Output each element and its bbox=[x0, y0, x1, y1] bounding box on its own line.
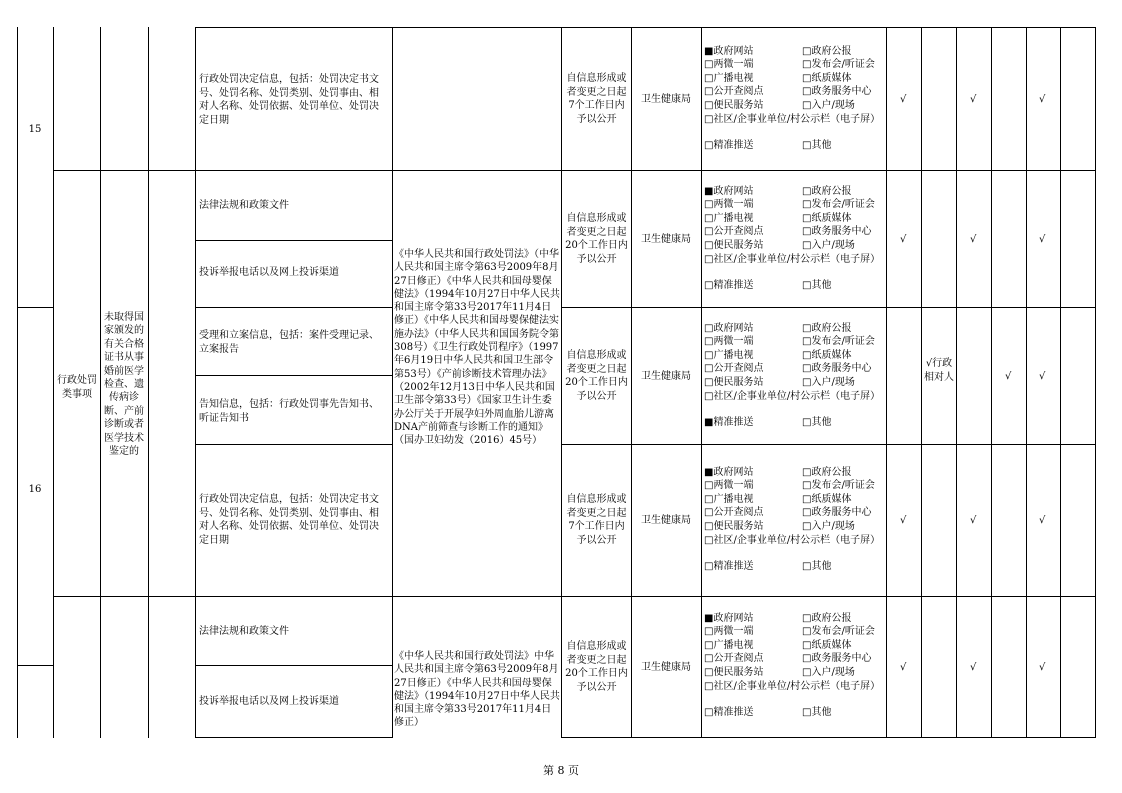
channel-option: □其他 bbox=[802, 139, 832, 151]
row-16a-mark-1: √ bbox=[900, 234, 907, 245]
channel-option: ■政府网站 bbox=[704, 46, 754, 57]
channel-option: □纸质媒体 bbox=[802, 212, 852, 224]
row-16b-mark-1: √ bbox=[1005, 371, 1012, 382]
channel-option: □入户/现场 bbox=[802, 666, 855, 678]
channel-option: □发布会/听证会 bbox=[802, 199, 875, 211]
row-16a-time-limit: 自信息形成或者变更之日起20个工作日内予以公开 bbox=[565, 213, 628, 265]
channel-option: □精准推送 bbox=[704, 279, 754, 291]
row-16-notice: 告知信息，包括：行政处罚事先告知书、听证告知书 bbox=[199, 399, 379, 424]
row-15-number: 15 bbox=[28, 124, 42, 135]
channel-option: □两微一端 bbox=[704, 626, 754, 638]
row-16b-subject: 卫生健康局 bbox=[641, 371, 691, 382]
channel-option: □社区/企事业单位/村公示栏（电子屏） bbox=[704, 391, 881, 402]
channel-option: □其他 bbox=[802, 416, 832, 428]
row-15-subject: 卫生健康局 bbox=[641, 94, 691, 105]
row-17-basis: 《中华人民共和国行政处罚法》中华人民共和国主席令第63号2009年8月27日修正）《中华人民共和国母婴保健法》（1994年10月27日中华人民共和国主席令第33号2017年11月4日修正） bbox=[394, 651, 560, 729]
row-16b-scope-note: √行政相对人 bbox=[924, 358, 954, 383]
channel-option: □精准推送 bbox=[704, 139, 754, 151]
channel-option: □发布会/听证会 bbox=[802, 626, 875, 638]
channel-option: ■政府网站 bbox=[704, 186, 754, 197]
row-16-complaint: 投诉举报电话以及网上投诉渠道 bbox=[199, 267, 339, 278]
channel-option: □广播电视 bbox=[704, 639, 754, 651]
row-16a-mark-2: √ bbox=[970, 234, 977, 245]
channel-option: □纸质媒体 bbox=[802, 72, 852, 84]
channel-option: □公开查阅点 bbox=[704, 653, 764, 665]
row-16-basis: 《中华人民共和国行政处罚法》（中华人民共和国主席令第63号2009年8月27日修正）《中华人民共和国母婴保健法》（1994年10月27日中华人民共和国主席令第33号2017年11月4日修正）《中华人民共和国母婴保健法实施办法》（中华人民共和国国务院令第308号）《卫生行政处罚程序》（1997年6月19日中华人民共和国卫生部令第53号）《产前诊断技术管理办法》（2002年12月13日中华人民共和国卫生部令第33号）《国家卫生计生委办公厅关于开展孕妇外周血胎儿游离DNA产前筛查与诊断工作的通知》（国办卫妇幼发（2016）45号） bbox=[394, 249, 560, 447]
channel-option: □入户/现场 bbox=[802, 99, 855, 111]
channel-option: □社区/企事业单位/村公示栏（电子屏） bbox=[704, 535, 881, 546]
channel-option: □广播电视 bbox=[704, 493, 754, 505]
channel-option: □政府公报 bbox=[802, 186, 852, 197]
row-16c-mark-3: √ bbox=[1039, 515, 1046, 526]
channel-option: □公开查阅点 bbox=[704, 226, 764, 238]
channel-option: □纸质媒体 bbox=[802, 639, 852, 651]
page-number: 第 8 页 bbox=[543, 764, 579, 777]
channel-option: □便民服务站 bbox=[704, 239, 764, 251]
channel-option: □纸质媒体 bbox=[802, 349, 852, 361]
channel-option: □纸质媒体 bbox=[802, 493, 852, 505]
row-16-item: 未取得国家颁发的有关合格证书从事婚前医学检查、遗传病诊断、产前诊断或者医学技术鉴定的 bbox=[104, 312, 144, 458]
row-16-acceptance: 受理和立案信息，包括：案件受理记录、立案报告 bbox=[199, 330, 379, 355]
row-17-mark-1: √ bbox=[900, 662, 907, 673]
channel-option: □广播电视 bbox=[704, 72, 754, 84]
channel-option: □便民服务站 bbox=[704, 520, 764, 532]
row-15-mark-1: √ bbox=[900, 94, 907, 105]
row-16-law-docs: 法律法规和政策文件 bbox=[199, 200, 289, 211]
row-15-time-limit: 自信息形成或者变更之日起7个工作日内予以公开 bbox=[566, 73, 627, 125]
channel-option: □广播电视 bbox=[704, 349, 754, 361]
channel-option: □政府公报 bbox=[802, 613, 852, 624]
row-15-mark-2: √ bbox=[970, 94, 977, 105]
row-17-law-docs: 法律法规和政策文件 bbox=[199, 626, 289, 637]
channel-option: □政府公报 bbox=[802, 467, 852, 478]
channel-option: □公开查阅点 bbox=[704, 86, 764, 98]
channel-option: □社区/企事业单位/村公示栏（电子屏） bbox=[704, 254, 881, 265]
row-16-category: 行政处罚类事项 bbox=[57, 375, 97, 400]
row-17-mark-3: √ bbox=[1039, 662, 1046, 673]
channel-option: ■政府网站 bbox=[704, 613, 754, 624]
channel-option: □其他 bbox=[802, 706, 832, 718]
channel-option: □发布会/听证会 bbox=[802, 480, 875, 492]
channel-option: □政府网站 bbox=[704, 323, 754, 334]
row-16-decision: 行政处罚决定信息，包括：处罚决定书文号、处罚名称、处罚类别、处罚事由、相对人名称、处罚依据、处罚单位、处罚决定日期 bbox=[199, 494, 379, 546]
channel-option: □发布会/听证会 bbox=[802, 59, 875, 71]
channel-option: □政务服务中心 bbox=[802, 86, 872, 98]
channel-option: □政务服务中心 bbox=[802, 226, 872, 238]
channel-option: □发布会/听证会 bbox=[802, 336, 875, 348]
channel-option: □政府公报 bbox=[802, 46, 852, 57]
row-17-mark-2: √ bbox=[970, 662, 977, 673]
row-16c-subject: 卫生健康局 bbox=[641, 515, 691, 526]
row-15-content: 行政处罚决定信息，包括：处罚决定书文号、处罚名称、处罚类别、处罚事由、相对人名称、处罚依据、处罚单位、处罚决定日期 bbox=[199, 74, 379, 126]
row-16b-mark-2: √ bbox=[1039, 371, 1046, 382]
channel-option: □两微一端 bbox=[704, 59, 754, 71]
channel-option: □便民服务站 bbox=[704, 376, 764, 388]
row-16c-time-limit: 自信息形成或者变更之日起7个工作日内予以公开 bbox=[566, 494, 627, 546]
row-16a-subject: 卫生健康局 bbox=[641, 234, 691, 245]
row-17-time-limit: 自信息形成或者变更之日起20个工作日内予以公开 bbox=[565, 641, 628, 693]
channel-option: □便民服务站 bbox=[704, 666, 764, 678]
row-16c-mark-2: √ bbox=[970, 515, 977, 526]
row-15-mark-3: √ bbox=[1039, 94, 1046, 105]
row-16a-mark-3: √ bbox=[1039, 234, 1046, 245]
channel-option: □两微一端 bbox=[704, 199, 754, 211]
channel-option: □两微一端 bbox=[704, 480, 754, 492]
row-17-subject: 卫生健康局 bbox=[641, 662, 691, 673]
row-16b-time-limit: 自信息形成或者变更之日起20个工作日内予以公开 bbox=[565, 350, 628, 402]
channel-option: □便民服务站 bbox=[704, 99, 764, 111]
channel-option: □社区/企事业单位/村公示栏（电子屏） bbox=[704, 681, 881, 692]
channel-option: ■精准推送 bbox=[704, 416, 754, 428]
channel-option: □公开查阅点 bbox=[704, 363, 764, 375]
row-16c-mark-1: √ bbox=[900, 515, 907, 526]
row-17-complaint: 投诉举报电话以及网上投诉渠道 bbox=[199, 696, 339, 707]
channel-option: □政务服务中心 bbox=[802, 507, 872, 519]
channel-option: □广播电视 bbox=[704, 212, 754, 224]
channel-option: □入户/现场 bbox=[802, 376, 855, 388]
channel-option: □社区/企事业单位/村公示栏（电子屏） bbox=[704, 114, 881, 125]
channel-option: □精准推送 bbox=[704, 706, 754, 718]
channel-option: □其他 bbox=[802, 279, 832, 291]
channel-option: □精准推送 bbox=[704, 560, 754, 572]
channel-option: ■政府网站 bbox=[704, 467, 754, 478]
channel-option: □公开查阅点 bbox=[704, 507, 764, 519]
channel-option: □入户/现场 bbox=[802, 239, 855, 251]
channel-option: □两微一端 bbox=[704, 336, 754, 348]
channel-option: □入户/现场 bbox=[802, 520, 855, 532]
row-16-number: 16 bbox=[28, 484, 42, 495]
channel-option: □其他 bbox=[802, 560, 832, 572]
channel-option: □政府公报 bbox=[802, 323, 852, 334]
channel-option: □政务服务中心 bbox=[802, 363, 872, 375]
channel-option: □政务服务中心 bbox=[802, 653, 872, 665]
